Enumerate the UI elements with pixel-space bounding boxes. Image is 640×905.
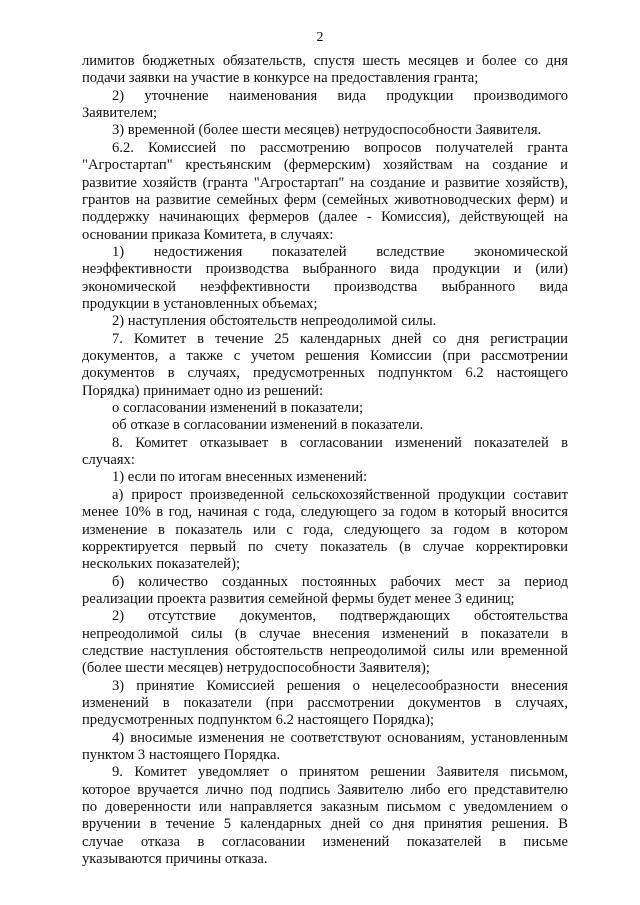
text-line: 8. Комитет отказывает в согласовании изменений показателей в	[112, 434, 568, 451]
text-line: документов, а также с учетом решения Комиссии (при рассмотрении	[82, 348, 568, 364]
text-line: 7. Комитет в течение 25 календарных дней со дня регистрации	[112, 330, 568, 347]
text-line: изменений в показатели (при рассмотрении документов в случаях,	[82, 695, 568, 711]
text-line: предусмотренных подпунктом 6.2 настоящего Порядка);	[82, 712, 435, 729]
text-line: 3) принятие Комиссией решения о нецелесообразности внесения	[112, 677, 568, 694]
text-line: изменение в показатель или с года, следующего за годом в котором	[82, 521, 568, 538]
text-line: 1) если по итогам внесенных изменений:	[112, 469, 368, 486]
text-line: развитие хозяйств (гранта "Агростартап" на создание и развитие хозяйств),	[82, 174, 568, 191]
text-line: Порядка) принимает одно из решений:	[82, 382, 324, 399]
text-line: о согласовании изменений в показатели;	[112, 400, 364, 416]
text-line: 6.2. Комиссией по рассмотрению вопросов получателей гранта	[112, 139, 568, 156]
text-line: 1) недостижения показателей вследствие экономической	[112, 243, 568, 260]
text-line: непреодолимой силы (в случае внесения изменений в показатели в	[82, 625, 568, 642]
text-line: реализации проекта развития семейной фермы будет менее 3 единиц;	[82, 590, 515, 607]
text-line: основании приказа Комитета, в случаях:	[82, 226, 334, 243]
text-line: нескольких показателей);	[82, 556, 241, 573]
text-line: об отказе в согласовании изменений в показатели.	[112, 417, 424, 434]
text-line: 2) наступления обстоятельств непреодолимой силы.	[112, 313, 437, 330]
page-number: 2	[316, 30, 324, 45]
text-line: экономической неэффективности производства выбранного вида	[82, 278, 568, 295]
text-line: по доверенности или направляется заказным письмом с уведомлением о	[82, 799, 568, 816]
text-line: 2) уточнение наименования вида продукции производимого	[112, 87, 568, 104]
text-line: поддержку начинающих фермеров (далее - Комиссия), действующей на	[82, 209, 568, 226]
text-line: продукции в установленных объемах;	[82, 295, 318, 312]
text-line: случае отказа в согласовании изменений показателей в письме	[82, 833, 568, 850]
text-line: пунктом 3 настоящего Порядка.	[82, 747, 281, 763]
text-line: 2) отсутствие документов, подтверждающих обстоятельства	[112, 608, 568, 625]
text-line: 4) вносимые изменения не соответствуют основаниям, установленным	[112, 729, 568, 746]
text-line: 3) временной (более шести месяцев) нетрудоспособности Заявителя.	[112, 122, 542, 139]
text-line: документов в случаях, предусмотренных подпунктом 6.2 настоящего	[82, 365, 568, 382]
text-line: 9. Комитет уведомляет о принятом решении Заявителя письмом,	[112, 764, 568, 781]
text-line: следствие наступления обстоятельств непреодолимой силы или временной	[82, 642, 568, 659]
text-line: вручении в течение 5 календарных дней со дня принятия решения. В	[82, 816, 568, 833]
text-line: которое вручается лично под подпись Заявителю либо его представителю	[82, 781, 568, 798]
text-line: лимитов бюджетных обязательств, спустя шесть месяцев и более со дня	[82, 53, 568, 69]
text-line: б) количество созданных постоянных рабочих мест за период	[112, 573, 568, 590]
text-line: неэффективности производства выбранного вида продукции и (или)	[82, 261, 568, 278]
text-line: Заявителем;	[82, 105, 158, 122]
text-line: менее 10% в год, начиная с года, следующего за годом в который вносится	[82, 504, 568, 521]
text-line: указываются причины отказа.	[82, 851, 268, 868]
text-line: а) прирост произведенной сельскохозяйственной продукции составит	[112, 486, 568, 503]
text-line: грантов на развитие семейных ферм (семейных животноводческих ферм) и	[82, 191, 568, 208]
text-line: корректируется первый по счету показатель (в случае корректировки	[82, 538, 568, 555]
text-line: "Агростартап" крестьянским (фермерским) хозяйствам на создание и	[82, 157, 568, 174]
text-line: подачи заявки на участие в конкурсе на предоставления гранта;	[82, 70, 479, 87]
text-line: (более шести месяцев) нетрудоспособности Заявителя);	[82, 660, 430, 677]
text-line: случаях:	[82, 452, 135, 469]
